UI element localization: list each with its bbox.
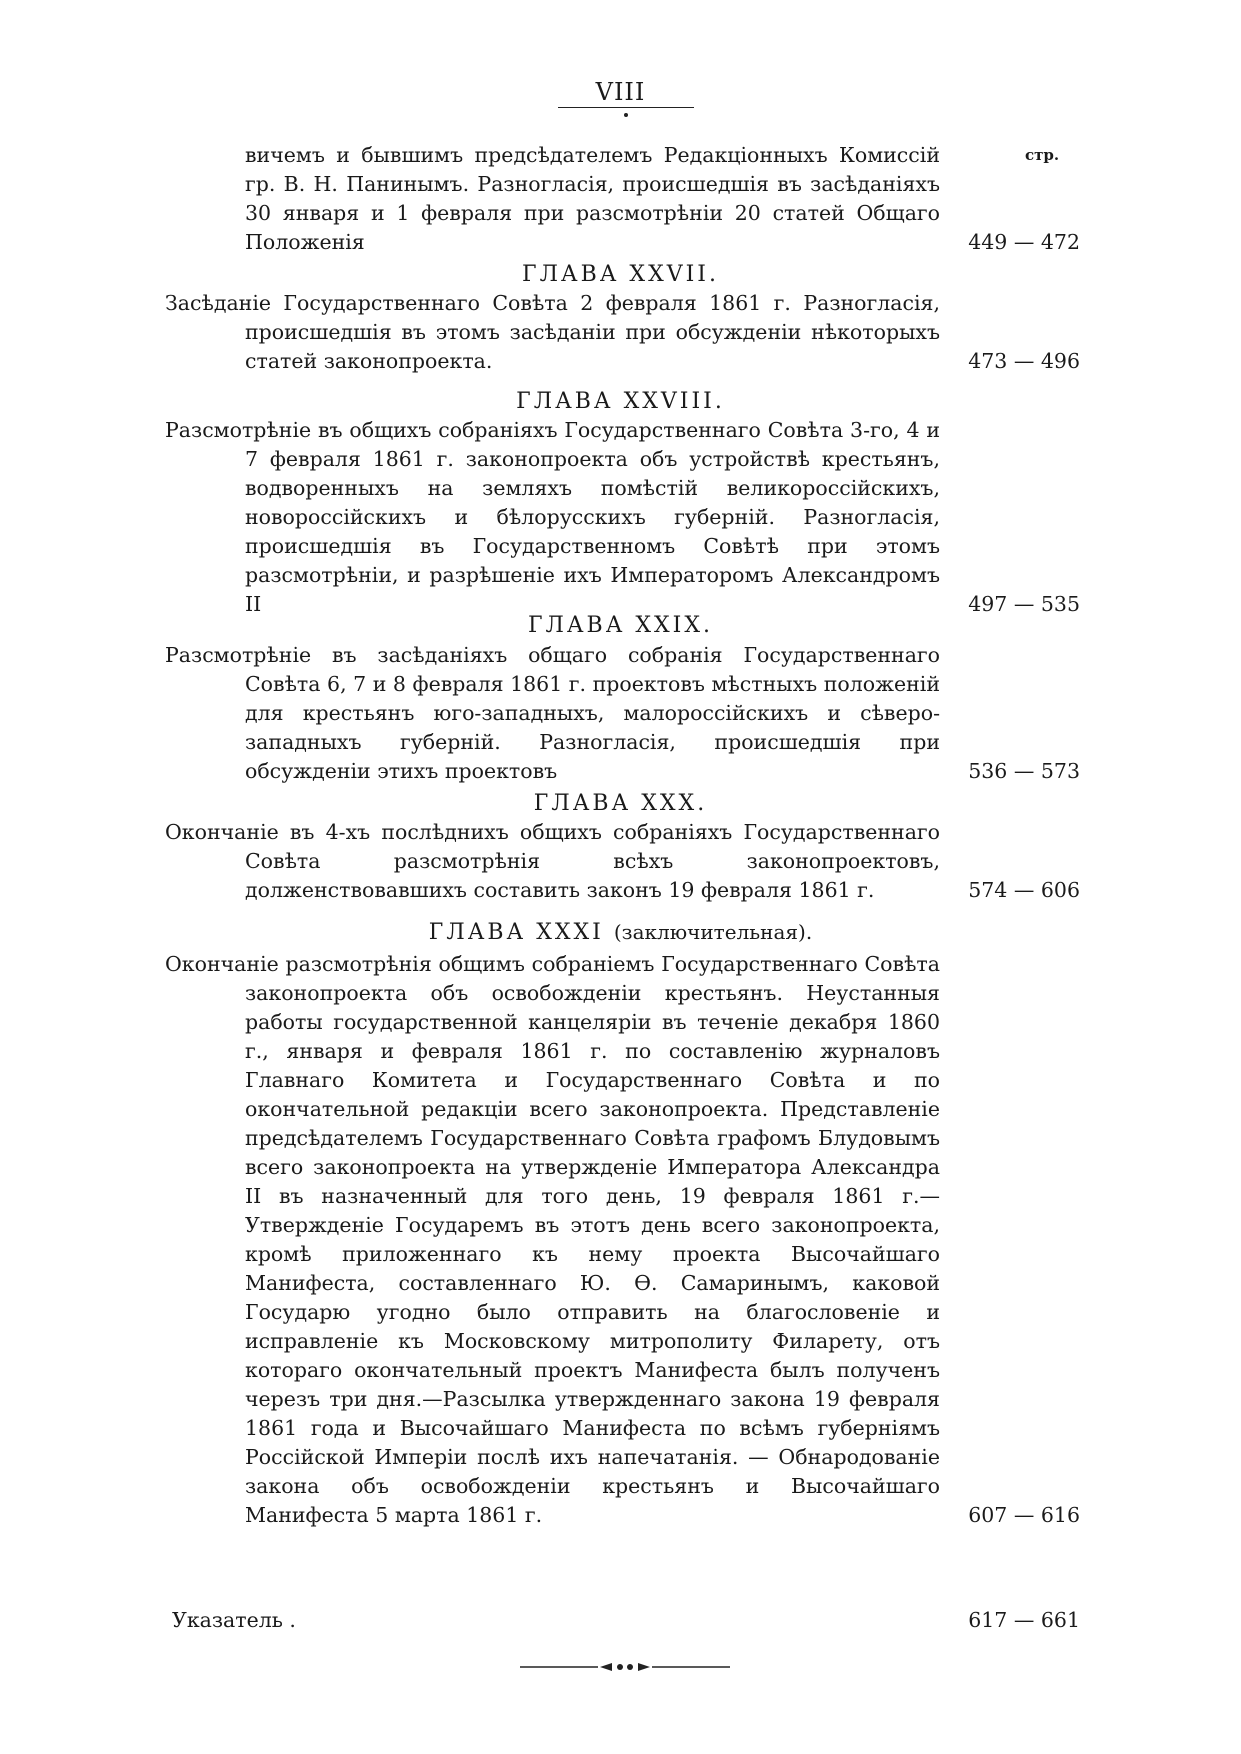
header-rule <box>558 107 694 108</box>
chapter-heading-xxx: ГЛАВА XXX. <box>533 791 708 816</box>
toc-entry-xxvii <box>165 289 1080 376</box>
toc-entry-pages: 607 — 616 <box>968 1503 1080 1527</box>
pages-column-header: стр. <box>1025 146 1060 164</box>
index-pages: 617 — 661 <box>968 1608 1080 1632</box>
toc-entry-xxix <box>165 641 1080 786</box>
toc-entry-xxx <box>165 818 1080 905</box>
chapter-heading-title: ГЛАВА XXXI <box>428 920 604 945</box>
toc-entry-text: Разсмотрѣніе въ засѣданіяхъ общаго собранія Государственнаго Совѣта 6, 7 и 8 февраля 1861 г. проектовъ мѣстныхъ положеній для крестьянъ юго-западныхъ, малороссійскихъ и сѣверо-западныхъ губерній. Разногласія, происшедшія при обсужденіи этихъ проектовъ <box>165 643 940 783</box>
toc-entry-text: Разсмотрѣніе въ общихъ собраніяхъ Государственнаго Совѣта 3-го, 4 и 7 февраля 1861 г. законопроекта объ устройствѣ крестьянъ, водворенныхъ на земляхъ помѣстій великороссійскихъ, новороссійскихъ и бѣлорусскихъ губерній. Разногласія, происшедшія въ Государственномъ Совѣтѣ при этомъ разсмотрѣніи, и разрѣшеніе ихъ Императоромъ Александромъ II <box>165 418 940 616</box>
toc-entry-text: Окончаніе разсмотрѣнія общимъ собраніемъ Государственнаго Совѣта законопроекта объ освобожденіи крестьянъ. Неустанныя работы государственной канцеляріи въ теченіе декабря 1860 г., января и февраля 1861 г. по составленію журналовъ Главнаго Комитета и Государственнаго Совѣта и по окончательной редакціи всего законопроекта. Представленіе предсѣдателемъ Государственнаго Совѣта графомъ Блудовымъ всего законопроекта на утвержденіе Императора Александра II въ назначенный для того день, 19 февраля 1861 г.—Утвержденіе Государемъ въ этотъ день всего законопроекта, кромѣ приложеннаго къ нему проекта Высочайшаго Манифеста, составленнаго Ю. Ѳ. Самаринымъ, каковой Государю угодно было отправить на благословеніе и исправленіе къ Московскому митрополиту Филарету, отъ котораго окончательный проектъ Манифеста былъ полученъ черезъ три дня.—Разсылка утвержденнаго закона 19 февраля 1861 года и Высочайшаго Манифеста по всѣмъ губерніямъ Россійской Имперіи послѣ ихъ напечатанія. — Обнародованіе закона объ освобожденіи крестьянъ и Высочайшаго Манифеста 5 марта 1861 г. <box>165 952 940 1527</box>
chapter-heading-xxix: ГЛАВА XXIX. <box>527 613 714 638</box>
page-number: VIII <box>595 78 646 106</box>
bottom-ornament-rule <box>520 1660 730 1674</box>
toc-entry-pages: 497 — 535 <box>968 592 1080 616</box>
toc-entry-text: Окончаніе въ 4-хъ послѣднихъ общихъ собраніяхъ Государственнаго Совѣта разсмотрѣнія всѣхъ законопроектовъ, долженствовавшихъ составить законъ 19 февраля 1861 г. <box>165 820 940 902</box>
toc-entry-xxviii <box>165 416 1080 619</box>
toc-entry-continuation <box>165 141 1080 257</box>
chapter-heading-subtitle: (заключительная). <box>613 920 813 944</box>
header-dot-ornament <box>624 113 628 117</box>
toc-entry-xxxi <box>165 950 1080 1530</box>
toc-entry-pages: 449 — 472 <box>968 230 1080 254</box>
chapter-heading-xxviii: ГЛАВА XXVIII. <box>516 389 725 414</box>
index-label: Указатель . <box>172 1608 296 1632</box>
toc-entry-pages: 536 — 573 <box>968 759 1080 783</box>
toc-entry-text: Засѣданіе Государственнаго Совѣта 2 февраля 1861 г. Разногласія, происшедшія въ этомъ засѣданіи при обсужденіи нѣкоторыхъ статей законопроекта. <box>165 291 940 373</box>
toc-entry-text: вичемъ и бывшимъ предсѣдателемъ Редакціонныхъ Комиссій гр. В. Н. Панинымъ. Разногласія, происшедшія въ засѣданіяхъ 30 января и 1 февраля при разсмотрѣніи 20 статей Общаго Положенія <box>245 143 940 254</box>
toc-entry-pages: 574 — 606 <box>968 878 1080 902</box>
chapter-heading-xxvii: ГЛАВА XXVII. <box>522 262 719 287</box>
toc-entry-pages: 473 — 496 <box>968 349 1080 373</box>
chapter-heading-xxxi <box>0 920 1241 945</box>
